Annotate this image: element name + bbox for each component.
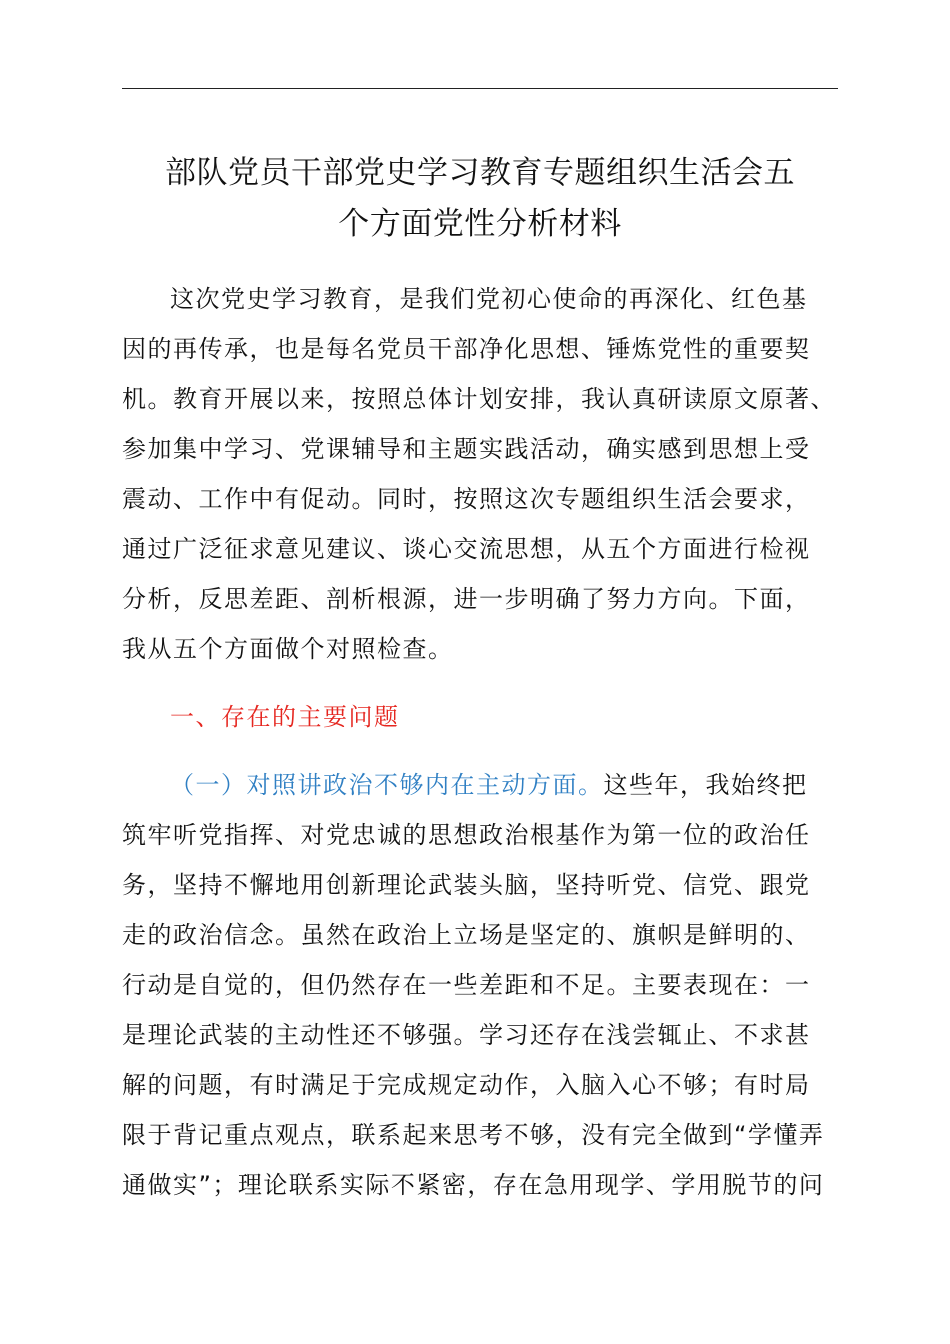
text-line: 参加集中学习、党课辅导和主题实践活动，确实感到思想上受 [122, 435, 811, 463]
subsection-text-start: 这些年，我始终把 [603, 771, 808, 799]
text-line: 通过广泛征求意见建议、谈心交流思想，从五个方面进行检视 [122, 535, 811, 563]
text-line: 分析，反思差距、剖析根源，进一步明确了努力方向。下面， [122, 585, 811, 613]
text-line: 机。教育开展以来，按照总体计划安排，我认真研读原文原著、 [122, 385, 836, 413]
subsection-heading: （一）对照讲政治不够内在主动方面。 [170, 771, 604, 799]
text-line: 筑牢听党指挥、对党忠诚的思想政治根基作为第一位的政治任 [122, 821, 811, 849]
header-rule [122, 88, 838, 89]
text-line: 通做实”；理论联系实际不紧密，存在急用现学、学用脱节的问 [122, 1171, 825, 1199]
text-line: 解的问题，有时满足于完成规定动作，入脑入心不够；有时局 [122, 1071, 811, 1099]
text-line: 我从五个方面做个对照检查。 [122, 635, 454, 663]
text-line: 因的再传承，也是每名党员干部净化思想、锤炼党性的重要契 [122, 335, 811, 363]
text-line: 务，坚持不懈地用创新理论武装头脑，坚持听党、信党、跟党 [122, 871, 811, 899]
intro-paragraph [122, 274, 842, 674]
text-line: 走的政治信念。虽然在政治上立场是坚定的、旗帜是鲜明的、 [122, 921, 811, 949]
subsection-paragraph [122, 760, 842, 1210]
title-line: 个方面党性分析材料 [338, 206, 622, 242]
text-line: 这次党史学习教育，是我们党初心使命的再深化、红色基 [170, 285, 808, 313]
text-line [122, 760, 842, 810]
text-line: 是理论武装的主动性还不够强。学习还存在浅尝辄止、不求甚 [122, 1021, 811, 1049]
text-line: 限于背记重点观点，联系起来思考不够，没有完全做到“学懂弄 [122, 1121, 825, 1149]
document-title [100, 148, 860, 250]
title-line: 部队党员干部党史学习教育专题组织生活会五 [165, 155, 795, 191]
section-heading: 一、存在的主要问题 [170, 703, 400, 731]
spacer [122, 674, 842, 692]
text-line: 震动、工作中有促动。同时，按照这次专题组织生活会要求， [122, 485, 811, 513]
text-line: 行动是自觉的，但仍然存在一些差距和不足。主要表现在：一 [122, 971, 811, 999]
spacer [122, 742, 842, 760]
document-body [122, 274, 842, 1210]
